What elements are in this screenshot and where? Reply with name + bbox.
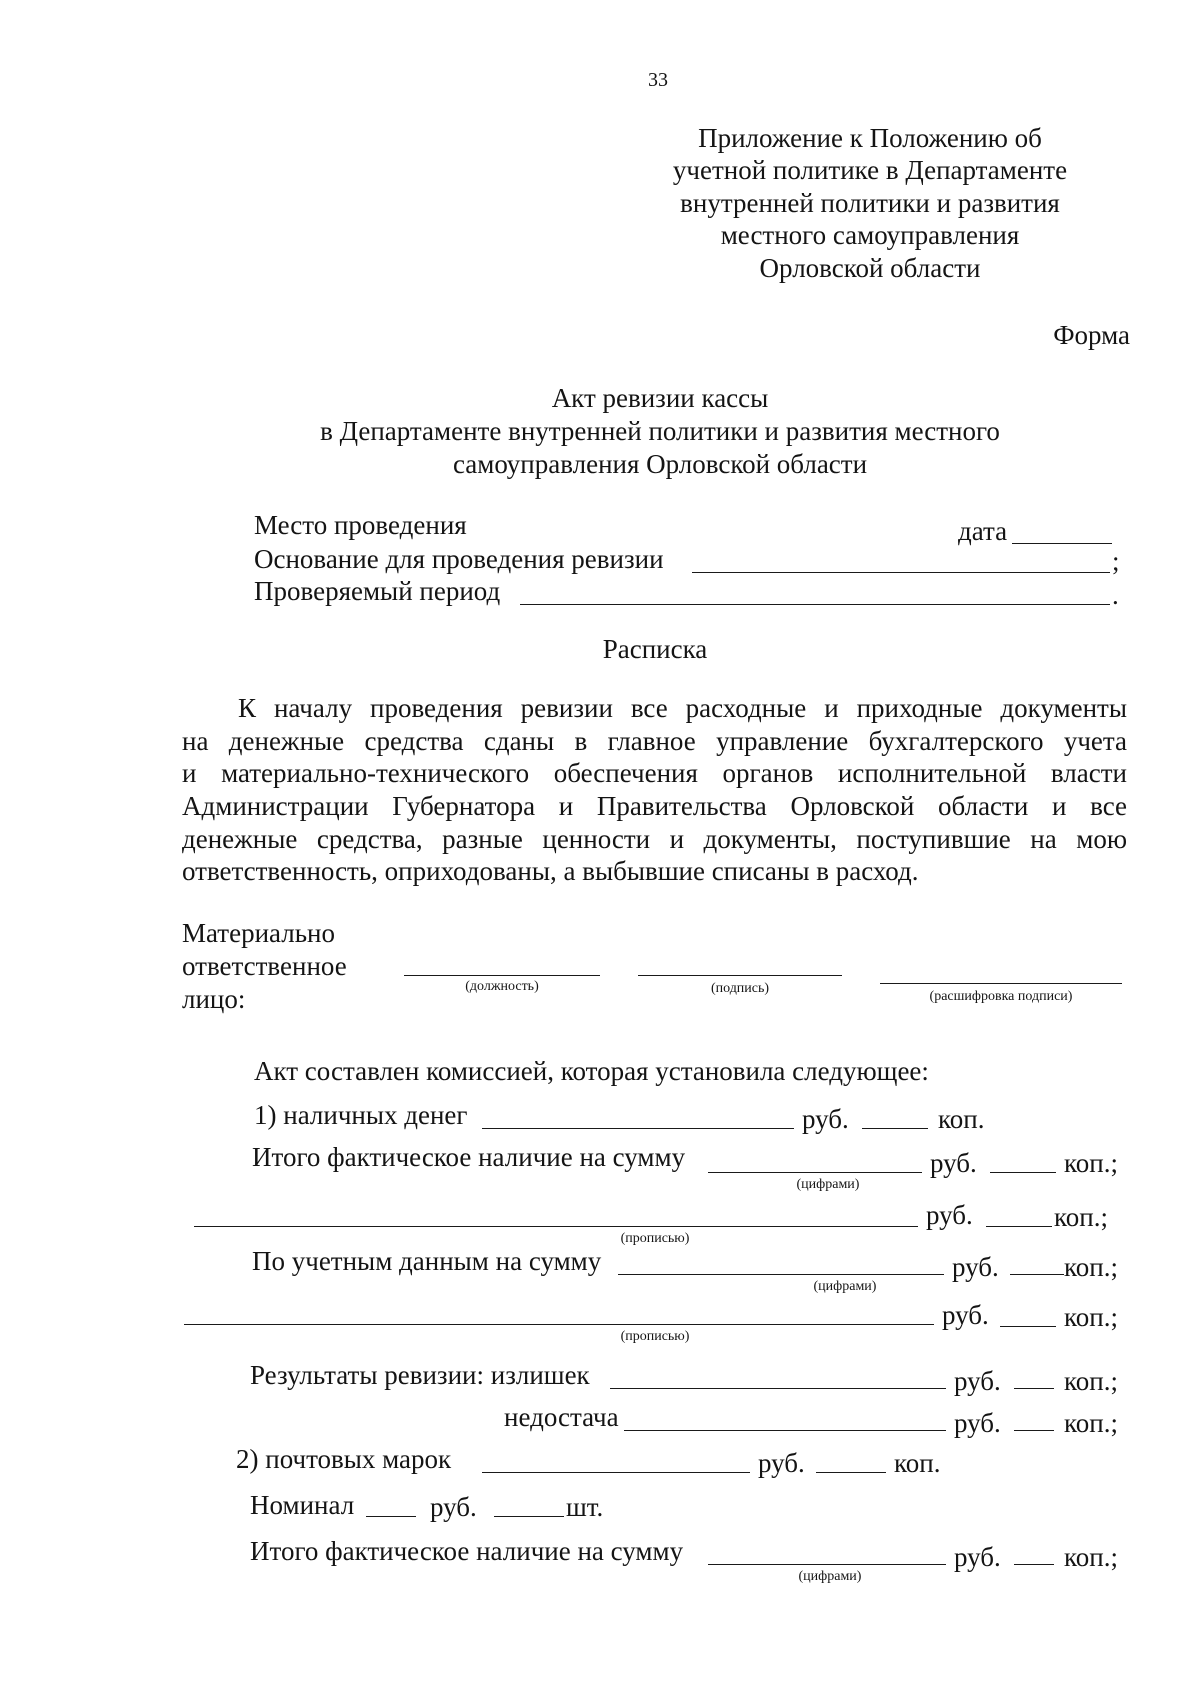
date-label: дата xyxy=(958,516,1008,546)
rub-unit: руб. xyxy=(954,1366,1001,1396)
period-end: . xyxy=(1112,580,1119,610)
shortage-label: недостача xyxy=(504,1402,619,1432)
total-actual-label: Итого фактическое наличие на сумму xyxy=(250,1536,684,1566)
pcs-unit: шт. xyxy=(566,1492,604,1522)
rub-unit: руб. xyxy=(930,1148,977,1178)
decoding-field[interactable] xyxy=(880,983,1122,984)
title-line: в Департаменте внутренней политики и развития местного xyxy=(320,416,1000,446)
position-field[interactable] xyxy=(404,975,600,976)
kop-field[interactable] xyxy=(1000,1326,1056,1327)
results-label: Результаты ревизии: излишек xyxy=(250,1360,590,1390)
appendix-line: Приложение к Положению об xyxy=(698,123,1042,153)
act-intro: Акт составлен комиссией, которая установила следующее: xyxy=(254,1056,929,1086)
stamps-total-digits-field[interactable] xyxy=(708,1564,946,1565)
signature-field[interactable] xyxy=(638,975,842,976)
receipt-heading: Расписка xyxy=(602,634,708,664)
period-label: Проверяемый период xyxy=(254,576,501,606)
kop-field[interactable] xyxy=(1014,1564,1054,1565)
rub-unit: руб. xyxy=(430,1492,477,1522)
kop-field[interactable] xyxy=(986,1226,1052,1227)
appendix-line: учетной политике в Департаменте xyxy=(672,155,1068,185)
words-caption: (прописью) xyxy=(620,1329,690,1344)
total-actual-label: Итого фактическое наличие на сумму xyxy=(252,1142,686,1172)
pcs-field[interactable] xyxy=(494,1516,564,1517)
stamps-kop-field[interactable] xyxy=(816,1472,886,1473)
appendix-line: местного самоуправления xyxy=(720,220,1020,250)
basis-label: Основание для проведения ревизии xyxy=(254,544,664,574)
kop-unit: коп. xyxy=(894,1448,941,1478)
digits-caption: (цифрами) xyxy=(813,1279,877,1294)
kop-unit: коп.; xyxy=(1064,1542,1118,1572)
paragraph-line: ответственность, оприходованы, а выбывшие списаны в расход. xyxy=(182,856,919,886)
surplus-field[interactable] xyxy=(610,1388,946,1389)
basis-end: ; xyxy=(1112,546,1120,576)
total-actual-words-field[interactable] xyxy=(194,1226,918,1227)
decoding-caption: (расшифровка подписи) xyxy=(929,989,1073,1004)
paragraph-line: и материально-технического обеспечения органов исполнительной власти xyxy=(182,758,1127,788)
rub-unit: руб. xyxy=(926,1200,973,1230)
total-actual-digits-field[interactable] xyxy=(708,1172,922,1173)
form-label: Форма xyxy=(1053,320,1130,350)
paragraph-line: на денежные средства сданы в главное управление бухгалтерского учета xyxy=(182,726,1127,756)
rub-unit: руб. xyxy=(942,1300,989,1330)
stamps-label: 2) почтовых марок xyxy=(236,1444,452,1474)
rub-unit: руб. xyxy=(952,1252,999,1282)
kop-unit: коп.; xyxy=(1064,1148,1118,1178)
kop-unit: коп.; xyxy=(1064,1252,1118,1282)
paragraph-line: К началу проведения ревизии все расходные и приходные документы xyxy=(238,693,1127,723)
digits-caption: (цифрами) xyxy=(796,1177,860,1192)
appendix-line: Орловской области xyxy=(759,253,981,283)
title-line: самоуправления Орловской области xyxy=(452,449,868,479)
paragraph-line: денежные средства, разные ценности и документы, поступившие на мою xyxy=(182,824,1127,854)
position-caption: (должность) xyxy=(465,979,539,994)
by-records-digits-field[interactable] xyxy=(618,1274,944,1275)
digits-caption: (цифрами) xyxy=(798,1569,862,1584)
by-records-label: По учетным данным на сумму xyxy=(252,1246,602,1276)
kop-unit: коп. xyxy=(938,1104,985,1134)
cash-label: 1) наличных денег xyxy=(254,1100,468,1130)
basis-field[interactable] xyxy=(692,572,1110,573)
words-caption: (прописью) xyxy=(620,1231,690,1246)
responsible-label: лицо: xyxy=(182,984,246,1014)
place-label: Место проведения xyxy=(254,510,467,540)
title-line: Акт ревизии кассы xyxy=(551,383,769,413)
rub-unit: руб. xyxy=(954,1542,1001,1572)
kop-unit: коп.; xyxy=(1064,1408,1118,1438)
nominal-label: Номинал xyxy=(250,1490,355,1520)
paragraph-line: Администрации Губернатора и Правительства Орловской области и все xyxy=(182,791,1127,821)
appendix-line: внутренней политики и развития xyxy=(680,188,1060,218)
kop-field[interactable] xyxy=(1014,1430,1054,1431)
kop-field[interactable] xyxy=(1014,1388,1054,1389)
kop-unit: коп.; xyxy=(1064,1302,1118,1332)
rub-unit: руб. xyxy=(802,1104,849,1134)
kop-unit: коп.; xyxy=(1064,1366,1118,1396)
responsible-label: ответственное xyxy=(182,951,347,981)
kop-field[interactable] xyxy=(1010,1274,1064,1275)
cash-kop-field[interactable] xyxy=(862,1128,928,1129)
nominal-rub-field[interactable] xyxy=(366,1516,416,1517)
page-number: 33 xyxy=(648,69,668,91)
kop-field[interactable] xyxy=(990,1172,1056,1173)
cash-rub-field[interactable] xyxy=(482,1128,794,1129)
kop-unit: коп.; xyxy=(1054,1202,1108,1232)
stamps-rub-field[interactable] xyxy=(482,1472,750,1473)
rub-unit: руб. xyxy=(758,1448,805,1478)
responsible-label: Материально xyxy=(182,918,335,948)
shortage-field[interactable] xyxy=(624,1430,946,1431)
rub-unit: руб. xyxy=(954,1408,1001,1438)
period-field[interactable] xyxy=(520,604,1110,605)
signature-caption: (подпись) xyxy=(710,981,770,996)
date-field[interactable] xyxy=(1012,543,1112,544)
by-records-words-field[interactable] xyxy=(184,1324,934,1325)
